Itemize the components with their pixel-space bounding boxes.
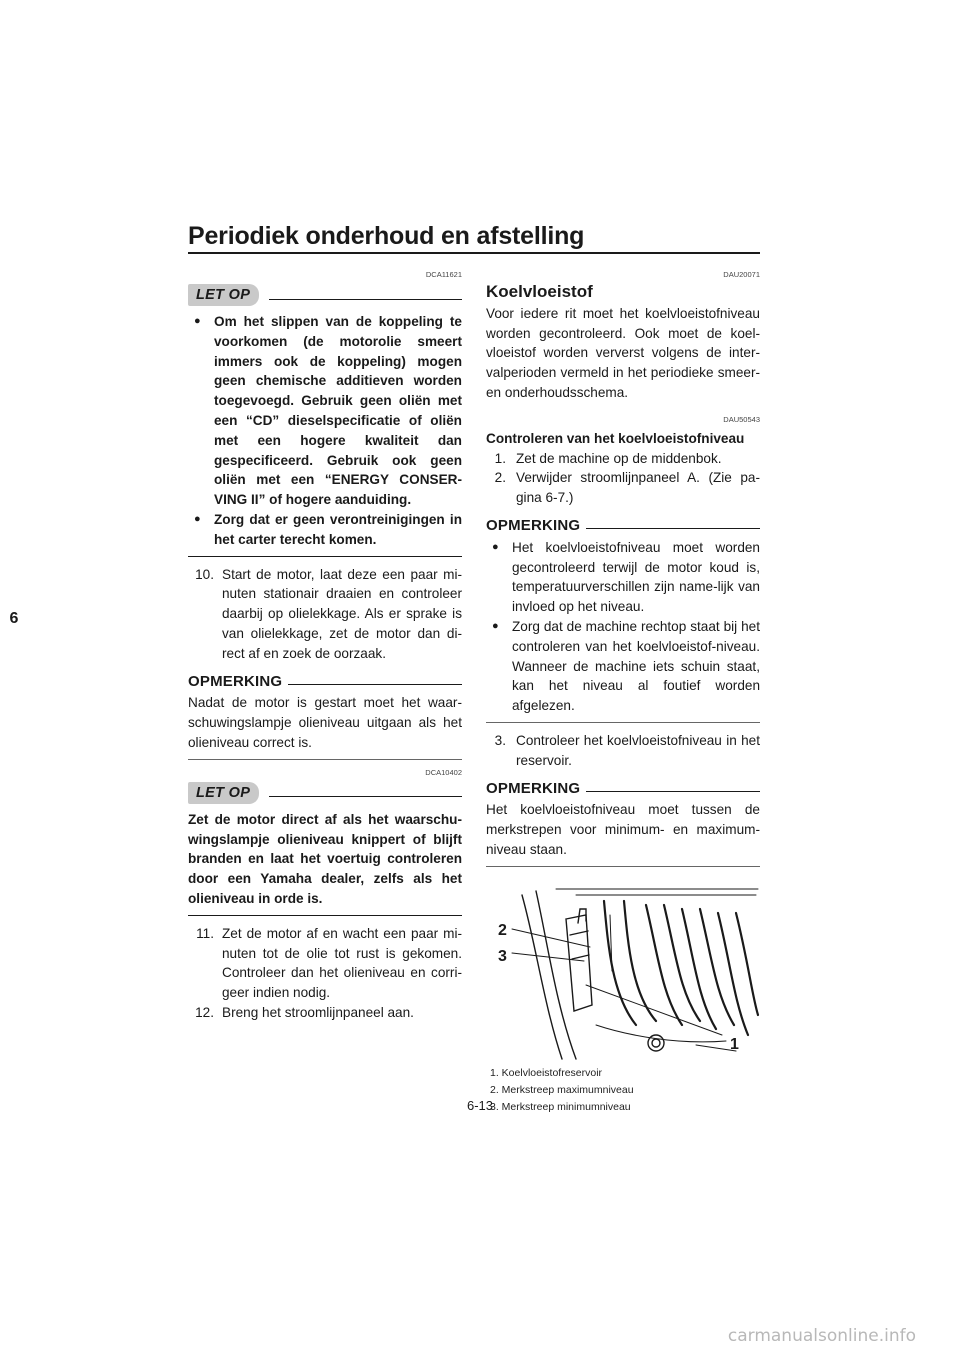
note-label: OPMERKING xyxy=(486,779,581,797)
steps-list xyxy=(188,565,462,664)
caption-item: 1. Koelvloeistofreservoir xyxy=(490,1066,603,1079)
caution-list xyxy=(188,312,462,550)
section-title: Koelvloeistof xyxy=(486,282,593,301)
figure-label-3: 3 xyxy=(498,947,507,965)
step-item xyxy=(486,731,760,771)
note-item: ● Het koelvloeistofniveau moet worden gecontroleerd terwijl de motor koud is, temperatuurverschillen zijn name-lijk van invloed op het niveau. xyxy=(486,538,760,617)
step-item xyxy=(188,924,462,1003)
steps-list xyxy=(486,731,760,771)
note-list xyxy=(486,538,760,716)
title-rule xyxy=(188,252,760,254)
caution-badge: LET OP xyxy=(188,284,259,306)
step-item xyxy=(188,1003,462,1023)
step-text: Zet de motor af en wacht een paar mi-nuten tot de olie tot rust is gekomen. Controleer dan het olieniveau en corri-geer indien nodig. xyxy=(222,925,462,1001)
note-header xyxy=(486,779,760,799)
note-label: OPMERKING xyxy=(486,516,581,534)
step-number: 11. xyxy=(196,925,214,941)
step-item xyxy=(486,449,760,469)
notice-bottom-rule xyxy=(188,915,462,916)
notice-code: DCA10402 xyxy=(425,767,462,777)
step-text: Controleer het koelvloeistofniveau in het reservoir. xyxy=(516,732,760,768)
left-column xyxy=(188,270,462,1023)
header-rule xyxy=(269,796,462,797)
step-item xyxy=(486,468,760,508)
step-number: 1. xyxy=(494,450,506,466)
notice-header xyxy=(188,782,462,804)
step-number: 10. xyxy=(195,566,214,582)
steps-list xyxy=(188,924,462,1023)
engine-illustration xyxy=(486,875,760,1061)
caution-item: ● Om het slippen van de koppeling te voorkomen (de motorolie smeert immers ook de koppeling) mogen geen chemische additieven worden toegevoegd. Gebruik geen oliën met een “CD” dieselspecificatie of oliën met een hogere kwaliteit dan gespecificeerd. Gebruik ook geen oliën met een “ENERGY CONSER-VING II” of hogere aanduiding. xyxy=(188,312,462,510)
note-text: Het koelvloeistofniveau moet tussen de merkstrepen voor minimum- en maximum-niveau staan. xyxy=(486,802,760,857)
header-rule xyxy=(586,528,760,529)
chapter-tab: 6 xyxy=(9,610,19,627)
step-text: Zet de machine op de middenbok. xyxy=(516,450,722,466)
header-rule xyxy=(586,791,760,792)
caution-badge: LET OP xyxy=(188,782,259,804)
section-intro: Voor iedere rit moet het koelvloeistofniveau worden gecontroleerd. Ook moet de koel-vloeistof worden ververst volgens de inter-valperioden vermeld in het periodieke smeer- en onderhoudsschema. xyxy=(486,305,760,400)
section-code: DAU20071 xyxy=(723,270,760,279)
page-title: Periodiek onderhoud en afstelling xyxy=(188,222,585,250)
step-text: Verwijder stroomlijnpaneel A. (Zie pa-gina 6-7.) xyxy=(516,470,760,506)
note-header xyxy=(486,516,760,536)
right-column xyxy=(486,270,760,1116)
note-label: OPMERKING xyxy=(188,672,283,690)
coolant-reservoir-figure xyxy=(486,875,760,1061)
step-number: 12. xyxy=(195,1004,214,1020)
caption-item: 2. Merkstreep maximumniveau xyxy=(490,1083,634,1096)
watermark: carmanualsonline.info xyxy=(727,1326,916,1346)
step-number: 3. xyxy=(494,732,506,748)
header-rule xyxy=(269,299,462,300)
subsection-title: Controleren van het koelvloeistofniveau xyxy=(486,430,745,446)
note-item: ● Zorg dat de machine rechtop staat bij het controleren van het koelvloeistof-niveau. Wanneer de machine iets schuin staat, kan het niveau al foutief worden afgelezen. xyxy=(486,617,760,716)
step-item xyxy=(188,565,462,664)
step-text: Start de motor, laat deze een paar mi-nuten stationair draaien en controleer daarbij op olielekkage. Als er sprake is van olielekkage, zet de motor dan di-rect af en zoek de oorzaak. xyxy=(222,566,462,661)
caption-item: 3. Merkstreep minimumniveau xyxy=(490,1100,631,1113)
step-number: 2. xyxy=(494,470,506,486)
notice-bottom-rule xyxy=(188,556,462,557)
header-rule xyxy=(288,684,462,685)
figure-label-1: 1 xyxy=(730,1035,739,1053)
note-bottom-rule xyxy=(188,759,462,760)
page-number: 6-13 xyxy=(466,1098,494,1113)
note-text: Nadat de motor is gestart moet het waar-schuwingslampje olieniveau uitgaan als het olieniveau correct is. xyxy=(188,695,462,750)
steps-list xyxy=(486,449,760,508)
note-bottom-rule xyxy=(486,722,760,723)
note-header xyxy=(188,672,462,692)
note-bottom-rule xyxy=(486,866,760,867)
figure-label-2: 2 xyxy=(498,921,507,939)
subsection-code: DAU50543 xyxy=(723,414,760,424)
notice-code: DCA11621 xyxy=(425,270,462,279)
caution-item: ● Zorg dat er geen verontreinigingen in het carter terecht komen. xyxy=(188,510,462,550)
notice-header xyxy=(188,284,462,306)
caution-text: Zet de motor direct af als het waarschu-wingslampje olieniveau knippert of blijft branden en laat het voertuig controleren door een Yamaha dealer, zelfs als het olieniveau in orde is. xyxy=(188,811,462,906)
step-text: Breng het stroomlijnpaneel aan. xyxy=(222,1004,414,1020)
